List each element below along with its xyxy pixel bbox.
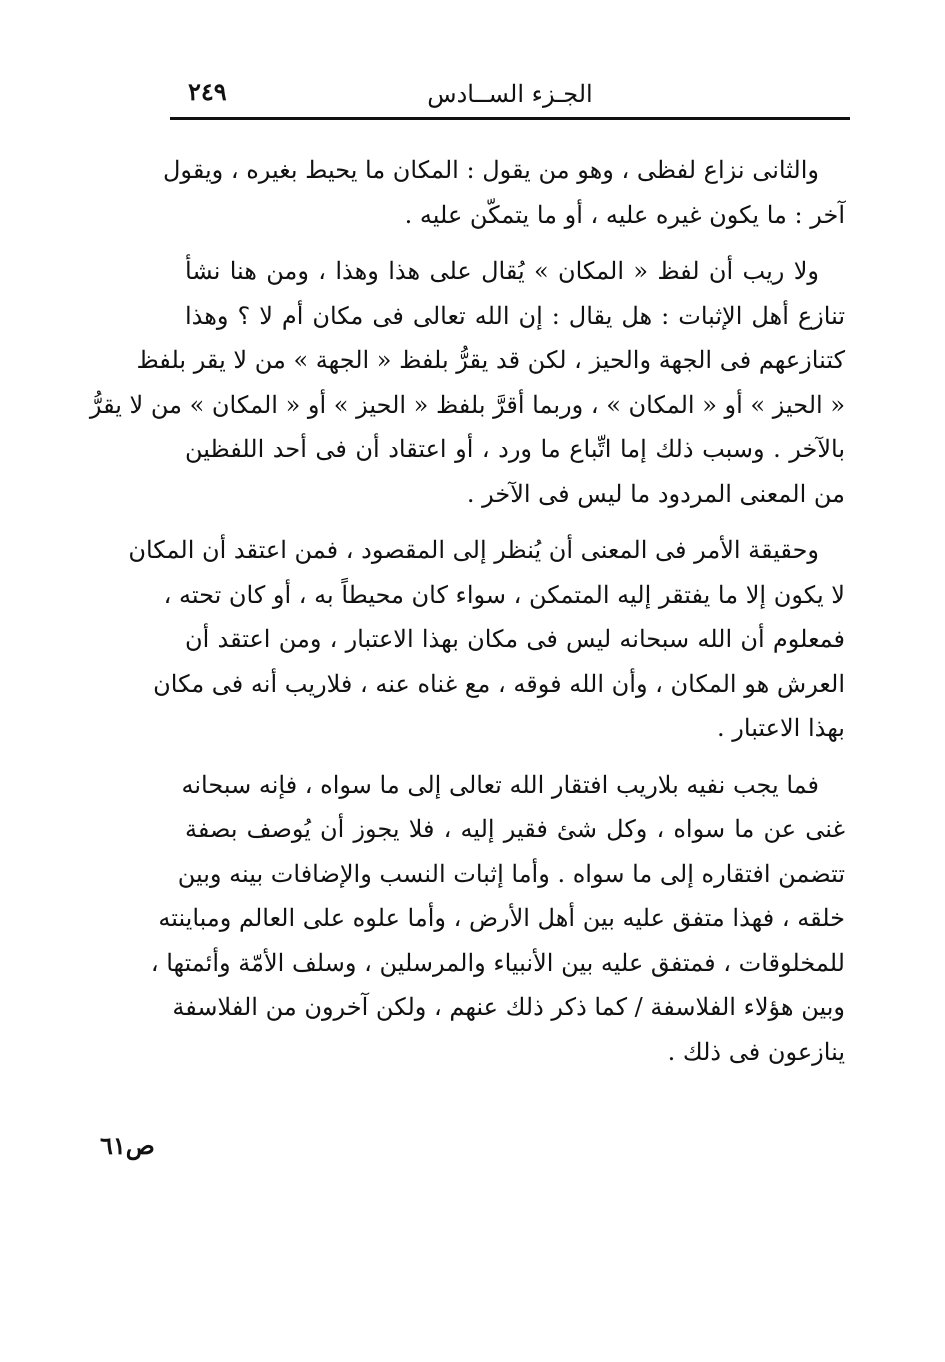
text-line: والثانى نزاع لفظى ، وهو من يقول : المكان ما يحيط بغيره ، ويقول [162, 156, 819, 184]
header-divider [170, 117, 850, 120]
text-line: تتضمن افتقاره إلى ما سواه . وأما إثبات النسب والإضافات بينه وبين [177, 859, 845, 888]
paragraph-1 [162, 148, 845, 237]
text-line: « الحيز » أو « المكان » ، وربما أقرَّ بلفظ « الحيز » أو « المكان » من لا يقرُّ [89, 390, 845, 419]
text-line: كتنازعهم فى الجهة والحيز ، لكن قد يقرُّ بلفظ « الجهة » من لا يقر بلفظ [136, 346, 845, 374]
text-line: تنازع أهل الإثبات : هل يقال : إن الله تعالى فى مكان أم لا ؟ وهذا [185, 301, 845, 330]
text-line: لا يكون إلا ما يفتقر إليه المتمكن ، سواء كان محيطاً به ، أو كان تحته ، [163, 580, 845, 609]
text-line: ولا ريب أن لفظ « المكان » يُقال على هذا وهذا ، ومن هنا نشأ [185, 257, 819, 285]
text-line: فمعلوم أن الله سبحانه ليس فى مكان بهذا الاعتبار ، ومن اعتقد أن [185, 625, 845, 653]
volume-title: الجـزء الســادس [427, 80, 593, 108]
text-line: وحقيقة الأمر فى المعنى أن يُنظر إلى المقصود ، فمن اعتقد أن المكان [128, 536, 819, 564]
paragraph-3 [128, 528, 845, 751]
text-line: للمخلوقات ، فمتفق عليه بين الأنبياء والمرسلين ، وسلف الأمّة وأئمتها ، [150, 948, 845, 977]
text-line: فما يجب نفيه بلاريب افتقار الله تعالى إلى ما سواه ، فإنه سبحانه [181, 770, 819, 799]
page-number: ٢٤٩ [188, 77, 227, 106]
text-line: بالآخر . وسبب ذلك إما اتِّباع ما ورد ، أو اعتقاد أن فى أحد اللفظين [185, 435, 845, 463]
page-header [170, 70, 850, 120]
text-line: خلقه ، فهذا متفق عليه بين أهل الأرض ، وأما علوه على العالم ومباينته [158, 904, 845, 932]
body-text [89, 148, 845, 1086]
manuscript-page-reference: ص٦١ [100, 1131, 155, 1160]
text-line: العرش هو المكان ، وأن الله فوقه ، مع غناه عنه ، فلاريب أنه فى مكان [153, 669, 845, 698]
text-line: وبين هؤلاء الفلاسفة / كما ذكر ذلك عنهم ، ولكن آخرون من الفلاسفة [172, 993, 845, 1021]
text-line: بهذا الاعتبار . [717, 714, 845, 742]
text-line: آخر : ما يكون غيره عليه ، أو ما يتمكّن عليه . [404, 200, 845, 229]
paragraph-2 [89, 249, 845, 516]
text-line: ينازعون فى ذلك . [667, 1037, 845, 1066]
paragraph-4 [150, 763, 845, 1075]
text-line: من المعنى المردود ما ليس فى الآخر . [466, 479, 845, 508]
text-line: غنى عن ما سواه ، وكل شئ فقير إليه ، فلا يجوز أن يُوصف بصفة [185, 815, 845, 843]
